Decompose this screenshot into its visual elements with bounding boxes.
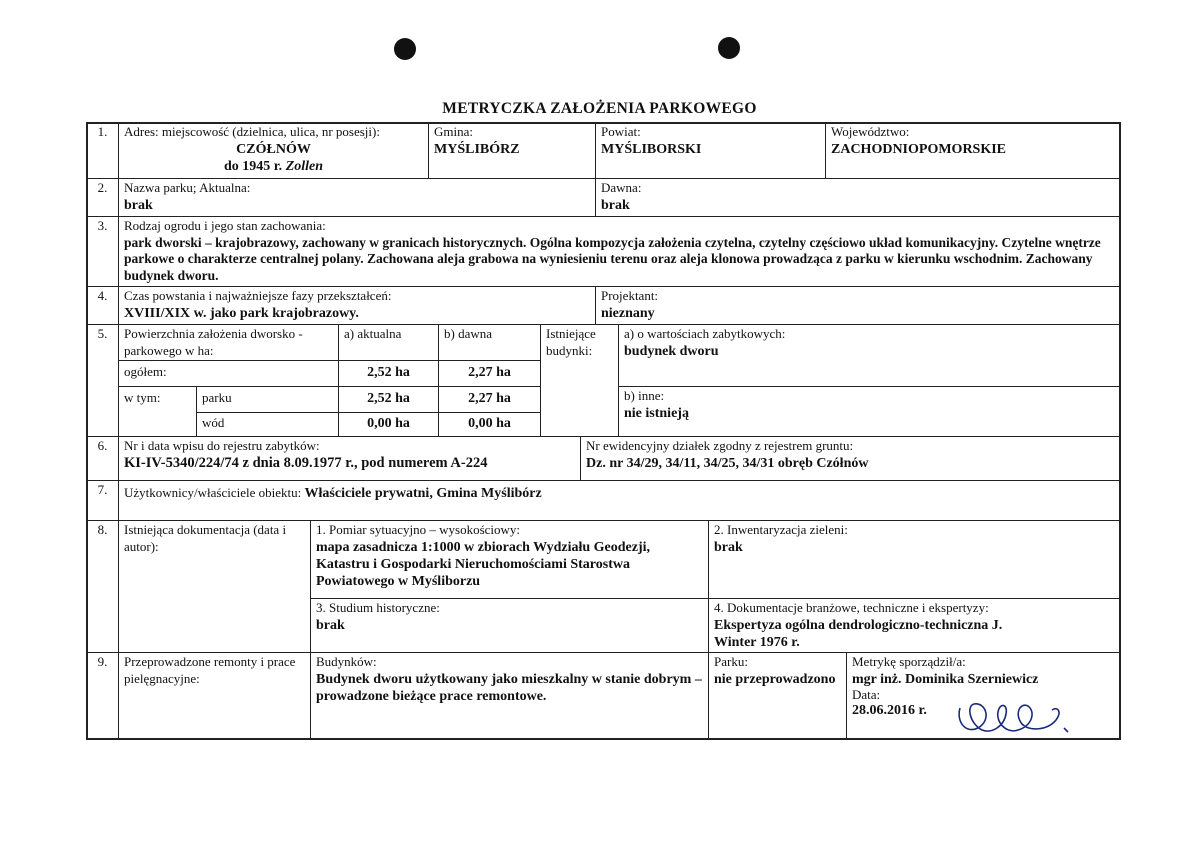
park-name-label: Nazwa parku; Aktualna: xyxy=(124,180,251,195)
area-label-cell: Powierzchnia założenia dworsko - parkowego w ha: xyxy=(118,324,338,360)
plots-value: Dz. nr 34/29, 34/11, 34/25, 34/31 obręb Czółnów xyxy=(586,455,869,471)
maintenance-label-cell: Przeprowadzone remonty i prace pielęgnacyjne: xyxy=(118,652,310,740)
powiat-cell xyxy=(595,122,825,178)
greenery-label: 2. Inwentaryzacja zieleni: xyxy=(714,522,848,537)
origin-cell xyxy=(118,286,595,324)
address-value: CZÓŁNÓW xyxy=(236,141,311,157)
history-label: 3. Studium historyczne: xyxy=(316,600,440,615)
row-9-number: 9. xyxy=(86,652,118,740)
area-park-label: parku xyxy=(196,386,338,412)
area-water-label: wód xyxy=(196,412,338,436)
area-total-label: ogółem: xyxy=(118,360,338,386)
address-cell xyxy=(118,122,428,178)
row-5-number: 5. xyxy=(86,324,118,436)
history-value: brak xyxy=(316,617,345,633)
register-value: KI-IV-5340/224/74 z dnia 8.09.1977 r., pod numerem A-224 xyxy=(124,454,488,471)
address-pre1945 xyxy=(124,158,423,175)
register-label: Nr i data wpisu do rejestru zabytków: xyxy=(124,438,320,453)
row-1-number: 1. xyxy=(86,122,118,178)
owners-cell xyxy=(118,480,1121,520)
documentation-label-cell: Istniejąca dokumentacja (data i autor): xyxy=(118,520,310,652)
expert-cell xyxy=(708,598,1121,652)
row-4-number: 4. xyxy=(86,286,118,324)
wojewodztwo-value: ZACHODNIOPOMORSKIE xyxy=(831,141,1007,157)
buildings-works-value: Budynek dworu użytkowany jako mieszkalny w stanie dobrym – prowadzone bieżące prace remontowe. xyxy=(316,671,702,704)
wojewodztwo-cell xyxy=(825,122,1121,178)
area-water-former: 0,00 ha xyxy=(438,412,540,436)
gmina-cell xyxy=(428,122,595,178)
greenery-cell xyxy=(708,520,1121,598)
powiat-label: Powiat: xyxy=(601,124,641,139)
garden-type-value: park dworski – krajobrazowy, zachowany w granicach historycznych. Ogólna kompozycja założenia czytelna, czytelny częściowo układ komunikacyjny. Czytelne wnętrze parkowe o charakterze centralnej polany. Zachowana aleja grabowa na wyniesieniu terenu oraz aleja klonowa prowadząca z parku w kierunku wschodnim. Zachowany budynek dworu. xyxy=(124,234,1101,283)
punch-hole-right xyxy=(718,37,740,59)
owners-label: Użytkownicy/właściciele obiektu: xyxy=(124,485,302,500)
park-works-cell xyxy=(708,652,846,740)
history-cell xyxy=(310,598,708,652)
garden-type-cell xyxy=(118,216,1121,286)
row-3-number: 3. xyxy=(86,216,118,286)
expert-label: 4. Dokumentacje branżowe, techniczne i ekspertyzy: xyxy=(714,600,989,615)
designer-label: Projektant: xyxy=(601,288,659,303)
handwritten-signature xyxy=(952,690,1072,740)
survey-value: mapa zasadnicza 1:1000 w zbiorach Wydziału Geodezji, Katastru i Gospodarki Nieruchomościami Starostwa Powiatowego w Myśliborzu xyxy=(316,539,651,589)
date-label: Data: xyxy=(852,686,881,702)
gmina-value: MYŚLIBÓRZ xyxy=(434,141,520,157)
date-value: 28.06.2016 r. xyxy=(852,702,927,718)
monuments-cell xyxy=(618,324,1121,386)
monuments-label: a) o wartościach zabytkowych: xyxy=(624,326,786,341)
punch-hole-left xyxy=(394,38,416,60)
park-former-name-label: Dawna: xyxy=(601,180,642,195)
garden-type-label: Rodzaj ogrodu i jego stan zachowania: xyxy=(124,218,326,233)
area-total-former: 2,27 ha xyxy=(438,360,540,386)
plots-label: Nr ewidencyjny działek zgodny z rejestrem gruntu: xyxy=(586,438,854,453)
row-8-number: 8. xyxy=(86,520,118,652)
area-total-current: 2,52 ha xyxy=(338,360,438,386)
wojewodztwo-label: Województwo: xyxy=(831,124,910,139)
greenery-value: brak xyxy=(714,539,743,555)
row-7-number: 7. xyxy=(86,480,118,520)
address-label: Adres: miejscowość (dzielnica, ulica, nr posesji): xyxy=(124,124,380,139)
row-6-number: 6. xyxy=(86,436,118,480)
park-works-value: nie przeprowadzono xyxy=(714,671,836,687)
park-former-name-value: brak xyxy=(601,197,630,213)
register-cell xyxy=(118,436,580,480)
origin-value: XVIII/XIX w. jako park krajobrazowy. xyxy=(124,305,359,321)
other-buildings-cell xyxy=(618,386,1121,436)
park-name-cell xyxy=(118,178,595,216)
gmina-label: Gmina: xyxy=(434,124,473,139)
plots-cell xyxy=(580,436,1121,480)
row-2-number: 2. xyxy=(86,178,118,216)
owners-value: Właściciele prywatni, Gmina Myślibórz xyxy=(304,486,542,501)
expert-value: Ekspertyza ogólna dendrologiczno-techniczna J. Winter 1976 r. xyxy=(714,617,1003,650)
powiat-value: MYŚLIBORSKI xyxy=(601,141,702,157)
survey-cell xyxy=(310,520,708,598)
survey-label: 1. Pomiar sytuacyjno – wysokościowy: xyxy=(316,522,521,537)
area-current-header: a) aktualna xyxy=(338,324,438,360)
buildings-works-cell xyxy=(310,652,708,740)
park-works-label: Parku: xyxy=(714,654,748,669)
other-buildings-label: b) inne: xyxy=(624,388,665,403)
address-pre1945-name: Zollen xyxy=(285,158,324,174)
area-park-current: 2,52 ha xyxy=(338,386,438,412)
author-value: mgr inż. Dominika Szerniewicz xyxy=(852,671,1039,687)
park-name-value: brak xyxy=(124,197,153,213)
area-water-current: 0,00 ha xyxy=(338,412,438,436)
buildings-works-label: Budynków: xyxy=(316,654,377,669)
document-title: METRYCZKA ZAŁOŻENIA PARKOWEGO xyxy=(442,100,757,117)
monuments-value: budynek dworu xyxy=(624,343,719,359)
address-pre1945-prefix: do 1945 r. xyxy=(223,158,286,174)
area-of-which-label: w tym: xyxy=(118,386,196,436)
author-label: Metrykę sporządził/a: xyxy=(852,654,966,669)
buildings-label-cell: Istniejące budynki: xyxy=(540,324,618,436)
area-former-header: b) dawna xyxy=(438,324,540,360)
area-park-former: 2,27 ha xyxy=(438,386,540,412)
designer-cell xyxy=(595,286,1121,324)
designer-value: nieznany xyxy=(601,305,655,321)
origin-label: Czas powstania i najważniejsze fazy przekształceń: xyxy=(124,288,392,303)
park-former-name-cell xyxy=(595,178,1121,216)
other-buildings-value: nie istnieją xyxy=(624,405,689,421)
